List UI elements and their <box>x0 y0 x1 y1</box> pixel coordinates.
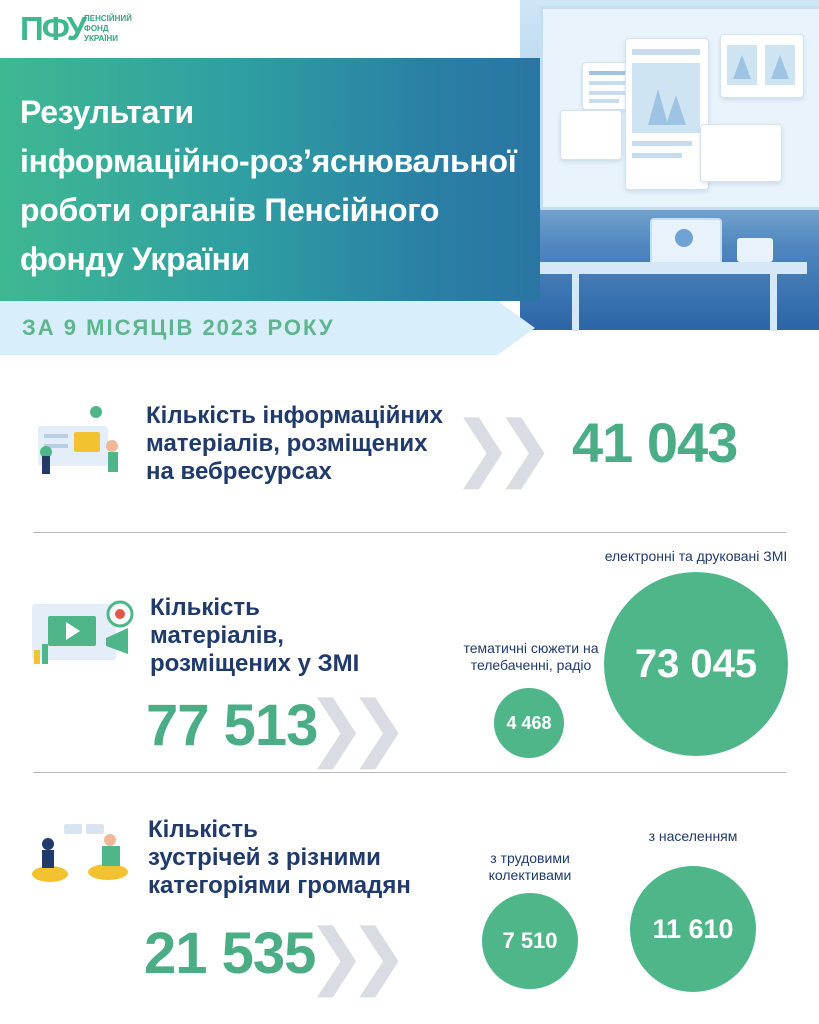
logo-text: ПЕНСІЙНИЙ ФОНД УКРАЇНИ <box>84 14 132 43</box>
image-thumbnails-icon <box>721 35 801 95</box>
population-value-circle: 11 610 <box>630 866 756 992</box>
divider <box>33 532 786 533</box>
media-materials-total: 77 513 <box>146 693 318 758</box>
double-chevron-right-icon: ❯❯ <box>452 408 537 488</box>
online-print-value-circle: 73 045 <box>604 572 788 756</box>
media-video-megaphone-illustration <box>28 598 134 670</box>
people-meeting-illustration <box>28 822 134 882</box>
web-materials-total: 41 043 <box>572 411 738 474</box>
double-chevron-right-icon: ❯❯ <box>306 916 391 996</box>
section-title-web: Кількість інформаційних матеріалів, розміщених на вебресурсах <box>146 402 443 485</box>
double-chevron-right-icon: ❯❯ <box>306 688 391 768</box>
period-label: ЗА 9 МІСЯЦІВ 2023 РОКУ <box>22 315 335 340</box>
laptop-icon <box>650 218 722 268</box>
desk-illustration <box>540 262 807 274</box>
phone-feed-card <box>625 38 709 190</box>
caption-population: з населенням <box>648 828 738 844</box>
tv-radio-value-circle: 4 468 <box>494 688 564 758</box>
post-card <box>700 124 782 182</box>
caption-tv-radio: тематичні сюжети на телебаченні, радіо <box>463 640 599 673</box>
user-avatar-icon <box>652 220 716 262</box>
caption-online-print: електронні та друковані ЗМІ <box>604 548 788 564</box>
gallery-card <box>720 34 804 98</box>
pine-trees-icon <box>626 39 706 187</box>
work-collectives-value-circle: 7 510 <box>482 893 578 989</box>
box-icon <box>737 238 773 262</box>
caption-work-collectives: з трудовими колективами <box>488 850 572 883</box>
post-card <box>560 110 622 160</box>
section-title-meetings: Кількість зустрічей з різними категоріями громадян <box>148 816 411 899</box>
desk-leg <box>770 273 777 331</box>
divider <box>33 772 786 773</box>
logo-mark: ПФУ <box>20 10 86 47</box>
web-publishing-illustration <box>28 400 128 480</box>
page-title: Результати інформаційно-роз’яснювальної роботи органів Пенсійного фонду України <box>20 94 517 277</box>
meetings-total: 21 535 <box>144 921 316 986</box>
section-title-media: Кількість матеріалів, розміщених у ЗМІ <box>150 594 360 677</box>
desk-leg <box>572 273 579 331</box>
